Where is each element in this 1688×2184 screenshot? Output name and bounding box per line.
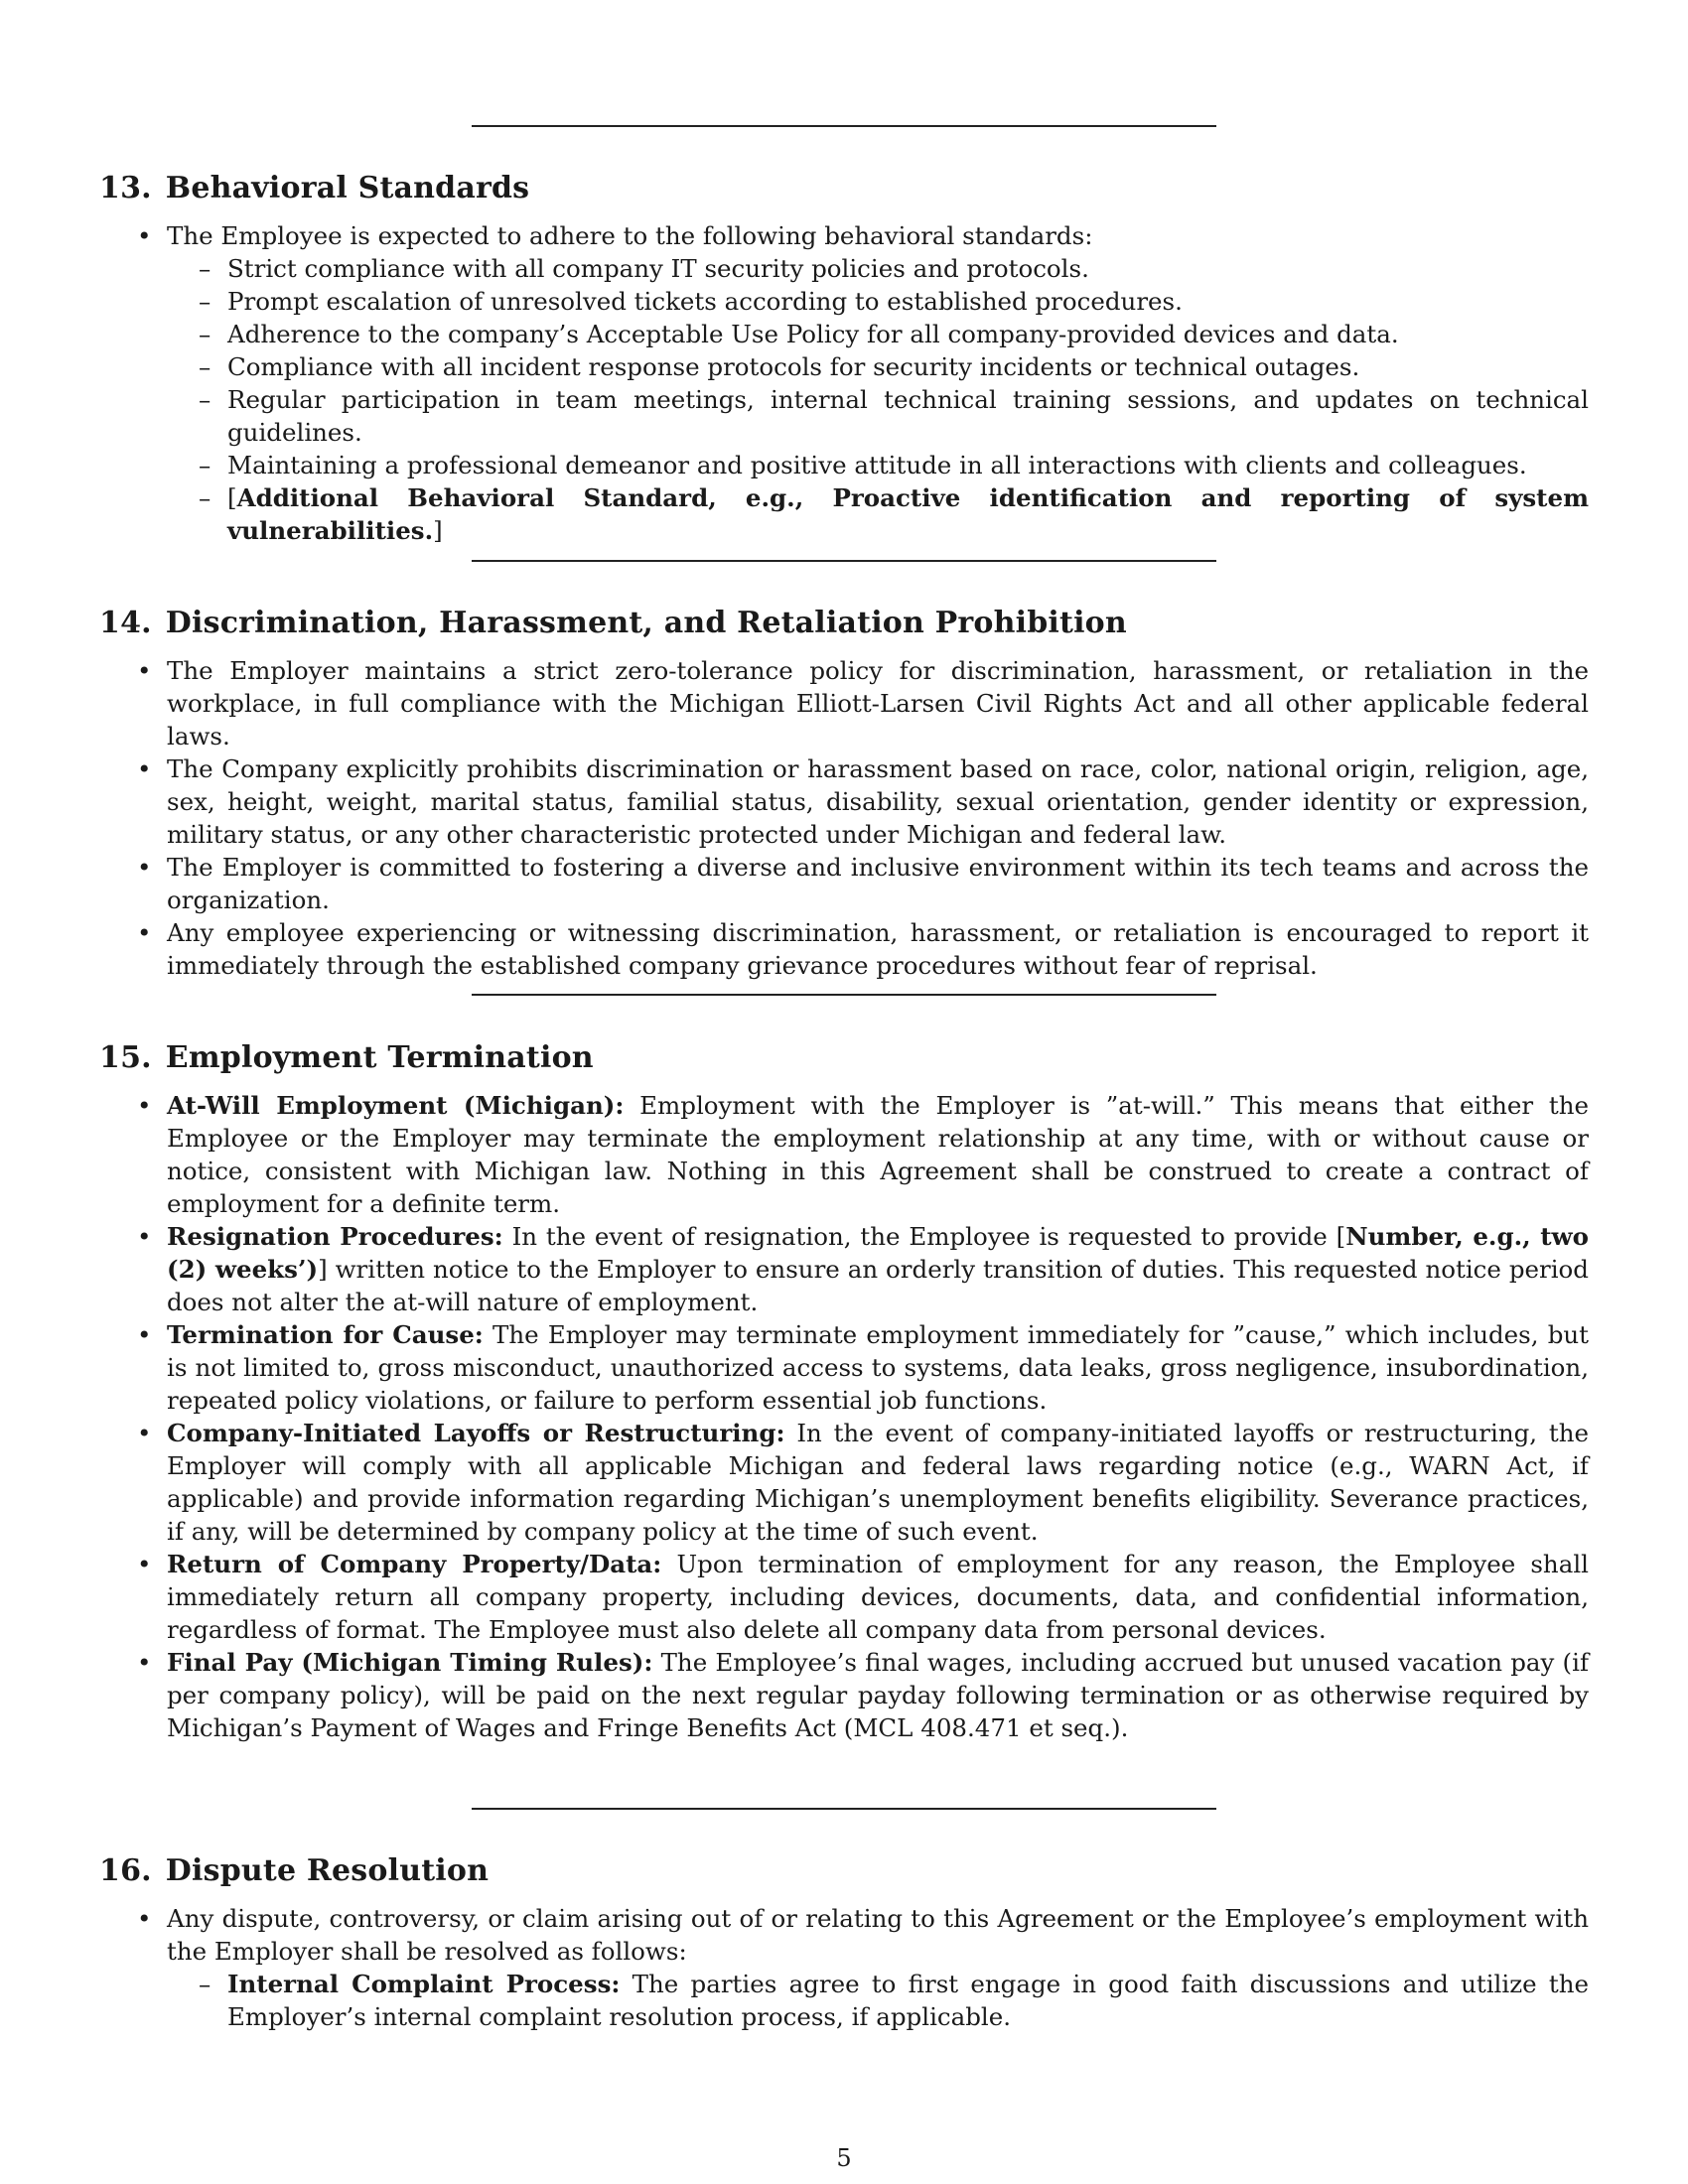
section-14-heading: 14. Discrimination, Harassment, and Retaliation Prohibition xyxy=(99,606,1127,640)
section-14 xyxy=(99,606,1589,982)
list-item: • The Employer maintains a strict zero-tolerance policy for discrimination, harassment, or retaliation in the workplace, in full compliance with the Michigan Elliott-Larsen Civil Rights Act and all other applicable federal laws. xyxy=(167,654,1589,752)
sub-list-item: – Compliance with all incident response protocols for security incidents or technical outages. xyxy=(227,350,1589,383)
list-item: • Resignation Procedures: In the event of resignation, the Employee is requested to provide [Number, e.g., two (2) weeks’)] written notice to the Employer to ensure an orderly transition of duties. This requested notice period does not alter the at-will nature of employment. xyxy=(167,1220,1589,1318)
list-item: • Return of Company Property/Data: Upon termination of employment for any reason, the Employee shall immediately return all company property, including devices, documents, data, and confidential information, regardless of format. The Employee must also delete all company data from personal devices. xyxy=(167,1548,1589,1646)
sub-list-item: – Regular participation in team meetings, internal technical training sessions, and updates on technical guidelines. xyxy=(227,383,1589,449)
list-item: • Final Pay (Michigan Timing Rules): The Employee’s final wages, including accrued but unused vacation pay (if per company policy), will be paid on the next regular payday following termination or as otherwise required by Michigan’s Payment of Wages and Fringe Benefits Act (MCL 408.471 et seq.). xyxy=(167,1646,1589,1744)
placeholder-text: Additional Behavioral Standard, e.g., Proactive identification and reporting of system vulnerabilities. xyxy=(227,483,1589,545)
sub-list-item: – Prompt escalation of unresolved tickets according to established procedures. xyxy=(227,285,1589,318)
item-label: At-Will Employment (Michigan): xyxy=(167,1091,625,1120)
list-item: • The Employee is expected to adhere to the following behavioral standards: – Strict compliance with all company IT security policies and protocols. – Prompt escalation of unresolved tickets according to established procedures. – Adherence to the company’s Acceptable Use Policy for all company-provided devices and data. – Compliance with all incident response protocols for security incidents or technical outages. – Regular participation in team meetings, internal technical training sessions, and updates on technical guidelines. – Maintaining a professional demeanor and positive attitude in all interactions with clients and colleagues. – [Additional Behavioral Standard, e.g., Proactive identification and reporting of system vulnerabilities.] xyxy=(167,219,1589,547)
item-label: Internal Complaint Process: xyxy=(227,1970,621,1998)
list-item: • Any dispute, controversy, or claim arising out of or relating to this Agreement or the Employee’s employment with the Employer shall be resolved as follows: – Internal Complaint Process: The parties agree to first engage in good faith discussions and utilize the Employer’s internal complaint resolution process, if applicable. xyxy=(167,1902,1589,2033)
sub-list-item: – Internal Complaint Process: The parties agree to first engage in good faith discussions and utilize the Employer’s internal complaint resolution process, if applicable. xyxy=(227,1968,1589,2033)
section-divider-top xyxy=(472,125,1216,127)
section-15 xyxy=(99,1040,1589,1744)
section-divider xyxy=(472,1808,1216,1810)
item-label: Company-Initiated Layoffs or Restructuring: xyxy=(167,1419,785,1447)
sub-list-item: – Adherence to the company’s Acceptable Use Policy for all company-provided devices and data. xyxy=(227,318,1589,350)
section-13-heading: 13. Behavioral Standards xyxy=(99,171,530,205)
section-15-list xyxy=(99,1089,1589,1744)
section-divider xyxy=(472,994,1216,996)
section-divider xyxy=(472,560,1216,562)
list-item: • At-Will Employment (Michigan): Employment with the Employer is ”at-will.” This means that either the Employee or the Employer may terminate the employment relationship at any time, with or without cause or notice, consistent with Michigan law. Nothing in this Agreement shall be construed to create a contract of employment for a definite term. xyxy=(167,1089,1589,1220)
list-item: • Company-Initiated Layoffs or Restructuring: In the event of company-initiated layoffs or restructuring, the Employer will comply with all applicable Michigan and federal laws regarding notice (e.g., WARN Act, if applicable) and provide information regarding Michigan’s unemployment benefits eligibility. Severance practices, if any, will be determined by company policy at the time of such event. xyxy=(167,1417,1589,1548)
item-label: Termination for Cause: xyxy=(167,1320,484,1349)
sub-list-item: – Strict compliance with all company IT security policies and protocols. xyxy=(227,252,1589,285)
sub-list-item-placeholder: – [Additional Behavioral Standard, e.g., Proactive identification and reporting of system vulnerabilities.] xyxy=(227,481,1589,547)
item-label: Return of Company Property/Data: xyxy=(167,1550,662,1578)
placeholder-text: Number, e.g., two (2) weeks’) xyxy=(167,1222,1589,1284)
section-16 xyxy=(99,1853,1589,2033)
item-label: Resignation Procedures: xyxy=(167,1222,503,1251)
section-14-list xyxy=(99,654,1589,982)
list-item: • Termination for Cause: The Employer may terminate employment immediately for ”cause,” which includes, but is not limited to, gross misconduct, unauthorized access to systems, data leaks, gross negligence, insubordination, repeated policy violations, or failure to perform essential job functions. xyxy=(167,1318,1589,1417)
page-number: 5 xyxy=(836,2144,852,2172)
section-16-list xyxy=(99,1902,1589,2033)
section-16-heading: 16. Dispute Resolution xyxy=(99,1853,490,1888)
list-item: • The Employer is committed to fostering a diverse and inclusive environment within its tech teams and across the organization. xyxy=(167,851,1589,916)
section-13-list xyxy=(99,219,1589,547)
behavioral-standards-sublist xyxy=(167,252,1589,547)
section-15-heading: 15. Employment Termination xyxy=(99,1040,594,1075)
list-item: • The Company explicitly prohibits discrimination or harassment based on race, color, national origin, religion, age, sex, height, weight, marital status, familial status, disability, sexual orientation, gender identity or expression, military status, or any other characteristic protected under Michigan and federal law. xyxy=(167,752,1589,851)
item-label: Final Pay (Michigan Timing Rules): xyxy=(167,1648,653,1677)
section-13 xyxy=(99,171,1589,547)
sub-list-item: – Maintaining a professional demeanor and positive attitude in all interactions with clients and colleagues. xyxy=(227,449,1589,481)
list-item: • Any employee experiencing or witnessing discrimination, harassment, or retaliation is encouraged to report it immediately through the established company grievance procedures without fear of reprisal. xyxy=(167,916,1589,982)
dispute-resolution-sublist xyxy=(167,1968,1589,2033)
